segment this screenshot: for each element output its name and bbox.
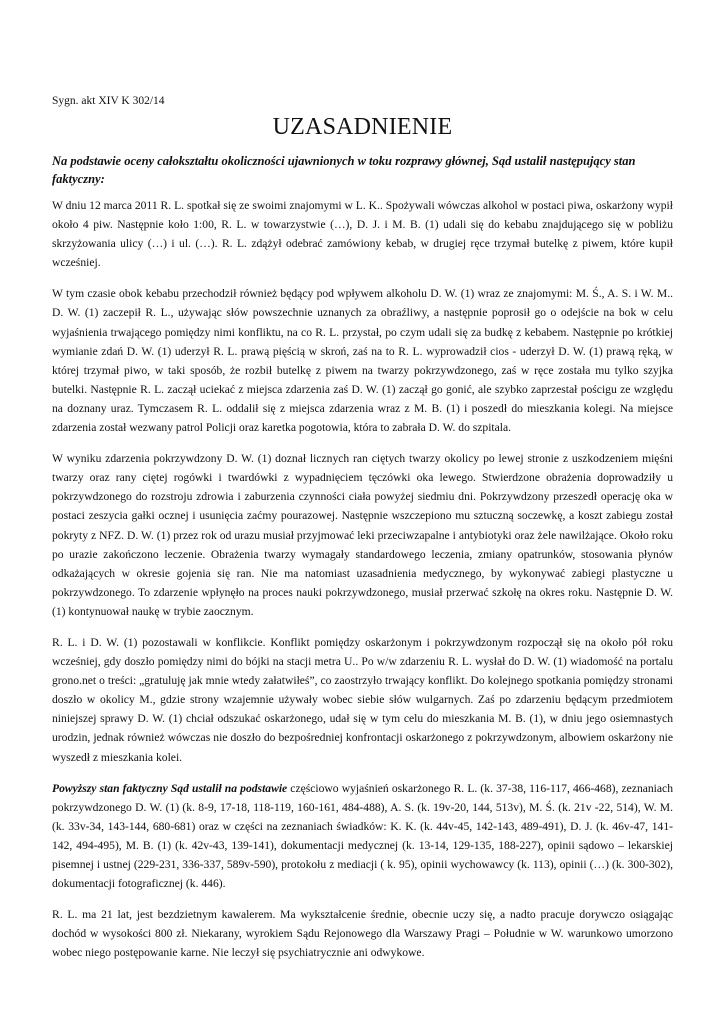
document-body — [52, 196, 673, 974]
paragraph-assault: W tym czasie obok kebabu przechodził również będący pod wpływem alkoholu D. W. (1) wraz ze znajomymi: M. Ś., A. S. i W. M.. D. W. (1) zaczepił R. L., używając słów powszechnie uznanych za obraźliwy, a następnie poprosił go o odejście na bok w celu wyjaśnienia trwającego pomiędzy nimi konfliktu, na co R. L. przystał, po czym udali się za budkę z kebabem. Następnie po krótkiej wymianie zdań D. W. (1) uderzył R. L. prawą pięścią w skroń, zaś na to R. L. wyprowadził cios - uderzył D. W. (1) prawą ręką, w której trzymał piwo, w taki sposób, że rozbił butelkę z piwem na twarzy pokrzywdzonego, zaś w ręce została mu tylko szyjka butelki. Następnie R. L. zaczął uciekać z miejsca zdarzenia zaś D. W. (1) zaczął go gonić, ale szybko zaprzestał pościgu ze względu na doznany uraz. Tymczasem R. L. oddalił się z miejsca zdarzenia wraz z M. B. (1) i poszedł do mieszkania kolegi. Na miejsce zdarzenia został wezwany patrol Policji oraz karetka pogotowia, która to zabrała D. W. do szpitala. — [52, 287, 673, 435]
paragraph-injuries: W wyniku zdarzenia pokrzywdzony D. W. (1) doznał licznych ran ciętych twarzy okolicy po lewej stronie z uszkodzeniem mięśni twarzy oraz rany ciętej rogówki i twardówki z wypadnięciem tęczówki oka lewego. Stwierdzone obrażenia doprowadziły u pokrzywdzonego do rozstroju zdrowia i zaburzenia czynności ciała powyżej siedmiu dni. Pokrzywdzony przeszedł operację oka w postaci zeszycia gałki ocznej i usunięcia zaćmy pourazowej. Następnie wszczepiono mu sztuczną soczewkę, a koszt zabiegu został pokryty z NFZ. D. W. (1) przez rok od urazu musiał przyjmować leki przeciwzapalne i antybiotyki oraz żele nawilżające. Około roku po urazie zakończono leczenie. Obrażenia twarzy wymagały standardowego leczenia, zmiany opatrunków, stosowania płynów odkażających w okresie gojenia się ran. Nie ma natomiast uzasadnienia medycznego, by wykonywać zabiegi plastyczne u pokrzywdzonego. To zdarzenie wpłynęło na proces nauki pokrzywdzonego, musiał przerwać szkołę na okres roku. Następnie D. W. (1) kontynuował naukę w trybie zaocznym. — [52, 452, 673, 618]
paragraph-evidence — [52, 779, 673, 894]
paragraph-defendant-profile: R. L. ma 21 lat, jest bezdzietnym kawalerem. Ma wykształcenie średnie, obecnie uczy się, a nadto pracuje dorywczo osiągając dochód w wysokości 800 zł. Niekarany, wyrokiem Sądu Rejonowego dla Warszawy Pragi – Południe w W. warunkowo umorzono wobec niego postępowanie karne. Nie leczył się psychiatrycznie ani odwykowe. — [52, 908, 673, 960]
document-title: UZASADNIENIE — [272, 114, 453, 140]
paragraph-conflict: R. L. i D. W. (1) pozostawali w konflikcie. Konflikt pomiędzy oskarżonym i pokrzywdzonym rozpoczął się na około pół roku wcześniej, gdy doszło pomiędzy nimi do bójki na stacji metra U.. Po w/w zdarzeniu R. L. wysłał do D. W. (1) wiadomość na portalu grono.net o treści: „gratuluję jak mnie wtedy załatwiłeś”, co zaostrzyło trwający konflikt. Do kolejnego spotkania pomiędzy stronami doszło w okolicy M., gdzie strony wzajemnie używały wobec siebie słów wulgarnych. Zaś po zdarzeniu będącym przedmiotem niniejszej sprawy D. W. (1) chciał odszukać oskarżonego, udał się w tym celu do mieszkania M. B. (1), w dniu jego osiemnastych urodzin, jednak również wówczas nie doszło do bezpośredniej konfrontacji oskarżonego z pokrzywdzonym, albowiem oskarżony nie wyszedł z mieszkania kolei. — [52, 635, 673, 764]
paragraph-incident: W dniu 12 marca 2011 R. L. spotkał się ze swoimi znajomymi w L. K.. Spożywali wówczas alkohol w postaci piwa, oskarżony wypił około 4 piw. Następnie koło 1:00, R. L. w towarzystwie (…), D. J. i M. B. (1) udali się do kebabu znajdującego się w pobliżu skrzyżowania ulicy (…) i ul. (…). R. L. zdążył odebrać zamówiony kebab, w drugiej ręce trzymał butelkę z piwem, które kupił wcześniej. — [52, 199, 673, 270]
evidence-lead: Powyższy stan faktyczny Sąd ustalił na podstawie — [52, 781, 288, 795]
intro-heading: Na podstawie oceny całokształtu okoliczności ujawnionych w toku rozprawy głównej, Sąd ustalił następujący stan faktyczny: — [52, 154, 636, 186]
evidence-text: częściowo wyjaśnień oskarżonego R. L. (k. 37-38, 116-117, 466-468), zeznaniach pokrzywdzonego D. W. (1) (k. 8-9, 17-18, 118-119, 160-161, 484-488), A. S. (k. 19v-20, 144, 513v), M. Ś. (k. 21v -22, 514), W. M. (k. 33v-34, 143-144, 680-681) oraz w części na zeznaniach świadków: K. K. (k. 44v-45, 142-143, 489-491), D. J. (k. 46v-47, 141-142, 494-495), M. B. (1) (k. 42v-43, 139-141), dokumentacji medycznej (k. 13-14, 129-135, 188-227), opinii sądowo – lekarskiej pisemnej i ustnej (229-231, 336-337, 589v-590), protokołu z mediacji ( k. 95), opinii wychowawcy (k. 113), opinii (…) (k. 300-302), dokumentacji fotograficznej (k. 446). — [52, 781, 673, 891]
case-signature: Sygn. akt XIV K 302/14 — [52, 95, 165, 107]
